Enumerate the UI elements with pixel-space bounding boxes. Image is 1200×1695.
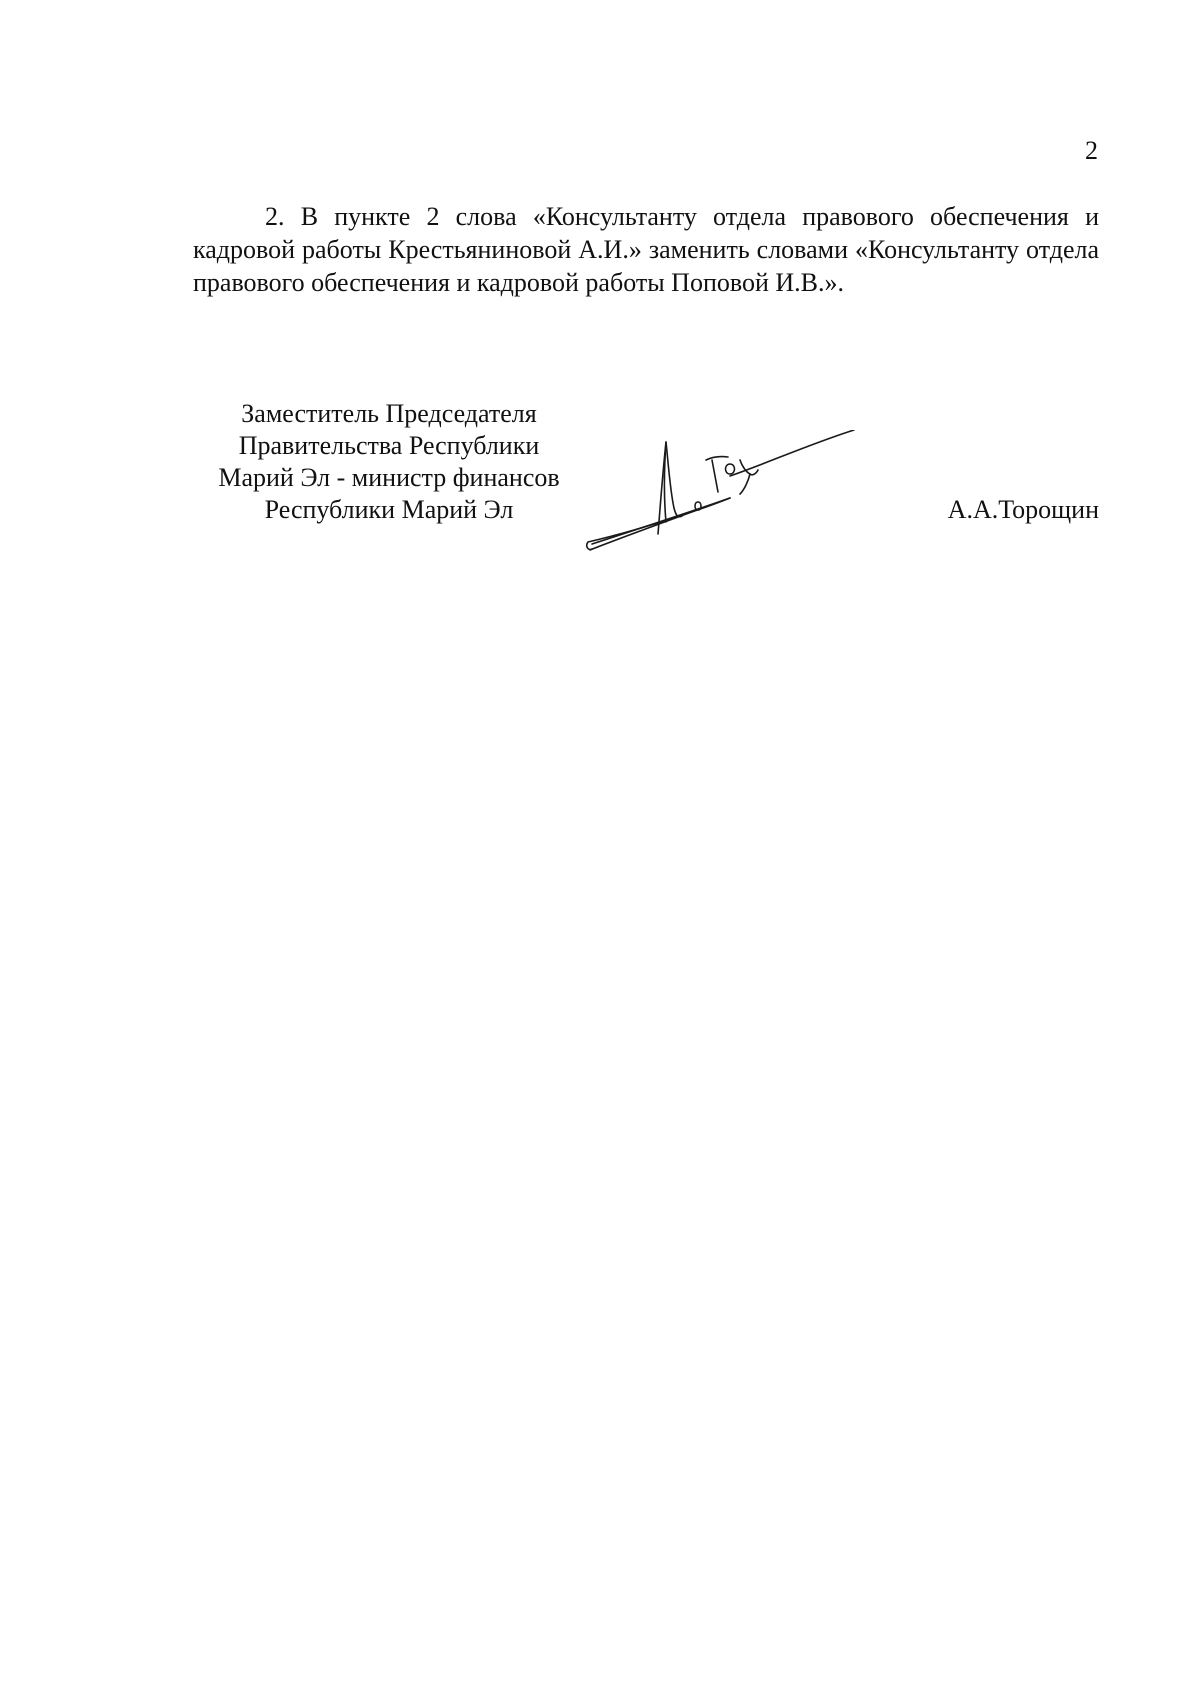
page-number: 2 xyxy=(1085,136,1098,165)
signer-position-line: Марий Эл - министр финансов xyxy=(218,463,560,492)
signer-position-line: Правительства Республики xyxy=(238,431,540,460)
signer-position-block xyxy=(196,398,582,526)
signer-name: А.А.Торощин xyxy=(947,495,1099,524)
signer-position-line: Заместитель Председателя xyxy=(241,399,537,428)
amendment-paragraph: 2. В пункте 2 слова «Консультанту отдела правового обеспечения и кадровой работы Крестьяниновой А.И.» заменить словами «Консультанту отдела правового обеспечения и кадровой работы Поповой И.В.». xyxy=(193,202,1099,297)
signature-icon xyxy=(580,430,860,560)
signer-position-line: Республики Марий Эл xyxy=(264,495,514,524)
